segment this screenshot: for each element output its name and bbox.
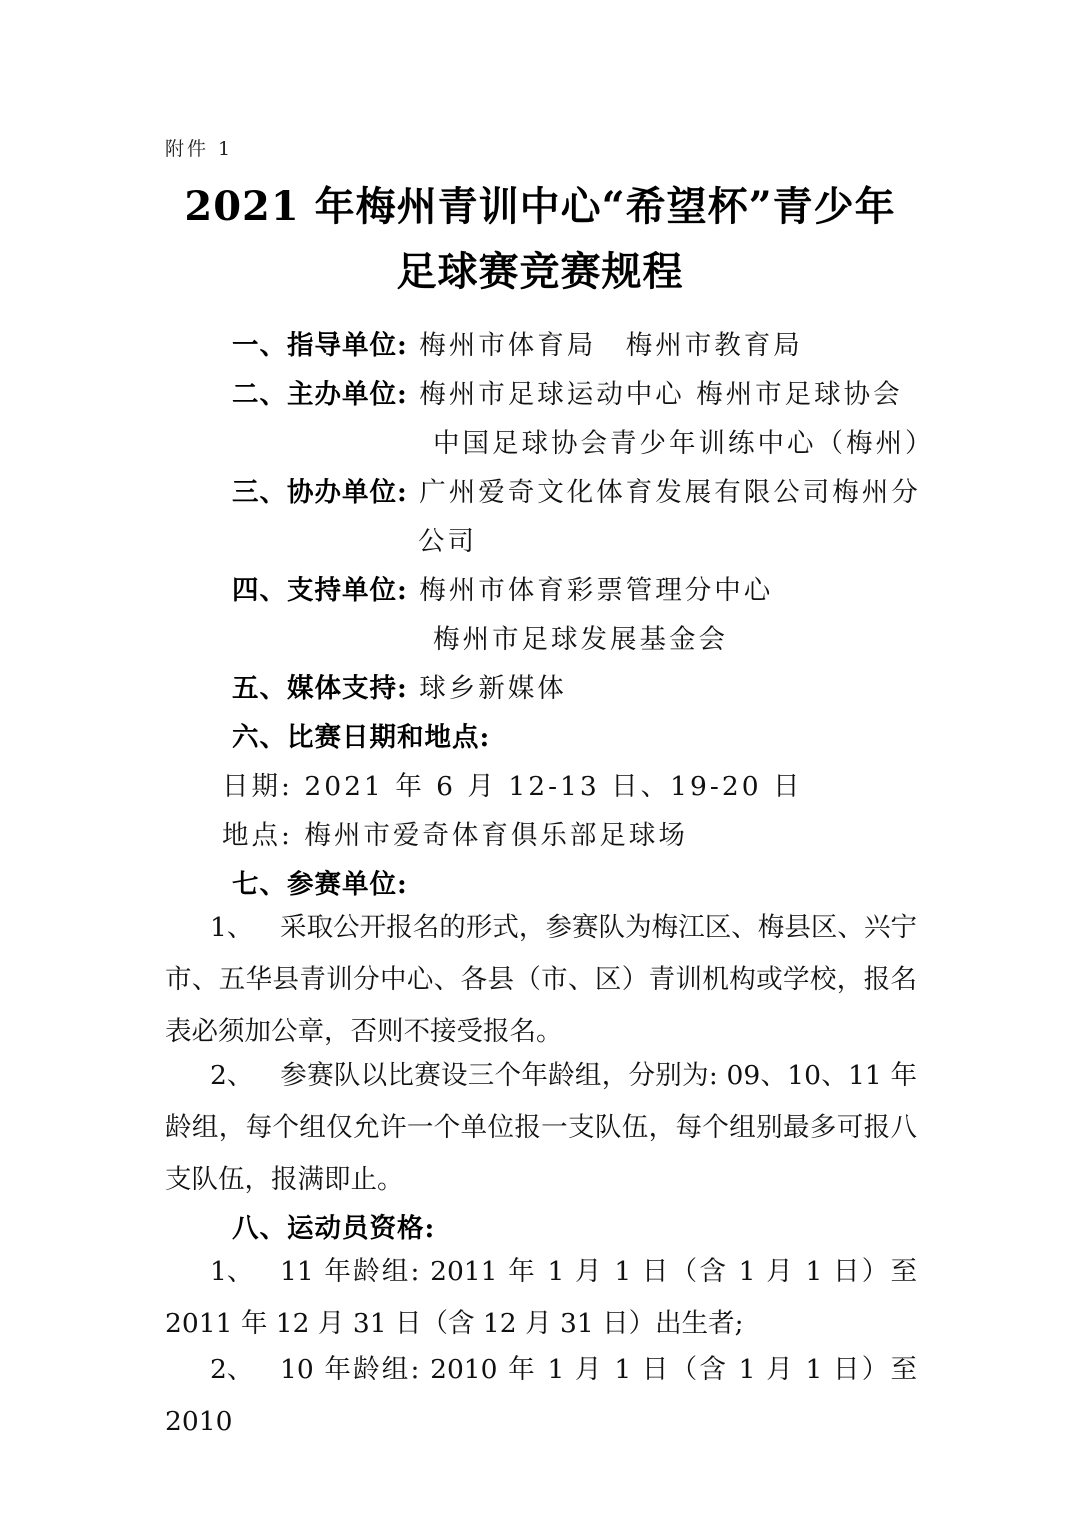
participants-item-1 — [165, 902, 917, 1058]
section-date-place-heading: 六、比赛日期和地点: — [232, 722, 491, 753]
section-text: 球乡新媒体 — [419, 673, 567, 704]
section-label: 三、协办单位: — [232, 477, 408, 508]
item-number: 2、 — [210, 1060, 254, 1091]
annex-label: 附件 1 — [165, 138, 234, 160]
section-text: 梅州市体育局 梅州市教育局 — [419, 330, 803, 361]
match-place: 地点: 梅州市爱奇体育俱乐部足球场 — [222, 820, 688, 851]
section-participants-heading: 七、参赛单位: — [232, 869, 408, 900]
section-label: 一、指导单位: — [232, 330, 408, 361]
section-guide — [232, 323, 803, 362]
document-title-line-1: 2021 年梅州青训中心“希望杯”青少年 — [184, 183, 896, 230]
item-number: 1、 — [210, 1256, 254, 1287]
section-eligibility-heading: 八、运动员资格: — [232, 1213, 436, 1244]
section-text: 梅州市体育彩票管理分中心 — [419, 575, 774, 606]
eligibility-item-2 — [165, 1344, 917, 1448]
match-date: 日期: 2021 年 6 月 12-13 日、19-20 日 — [222, 771, 803, 802]
document-title-line-2: 足球赛竞赛规程 — [396, 248, 684, 295]
section-co-organizer-continuation: 公司 — [418, 526, 477, 557]
section-media — [232, 666, 567, 705]
section-text: 梅州市足球运动中心 梅州市足球协会 — [419, 379, 903, 410]
item-text: 11 年龄组: 2011 年 1 月 1 日（含 1 月 1 日）至 2011 年 12 月 31 日（含 12 月 31 日）出生者; — [165, 1256, 917, 1339]
item-text: 参赛队以比赛设三个年龄组，分别为: 09、10、11 年龄组，每个组仅允许一个单位报一支队伍，每个组别最多可报八支队伍，报满即止。 — [165, 1060, 917, 1195]
section-label: 五、媒体支持: — [232, 673, 408, 704]
item-text: 采取公开报名的形式，参赛队为梅江区、梅县区、兴宁市、五华县青训分中心、各县（市、区）青训机构或学校，报名表必须加公章，否则不接受报名。 — [165, 912, 917, 1047]
section-support — [232, 568, 773, 607]
section-text: 广州爱奇文化体育发展有限公司梅州分 — [419, 477, 921, 508]
item-text: 10 年龄组: 2010 年 1 月 1 日（含 1 月 1 日）至 2010 — [165, 1354, 917, 1437]
item-number: 2、 — [210, 1354, 254, 1385]
section-label: 四、支持单位: — [232, 575, 408, 606]
section-support-continuation: 梅州市足球发展基金会 — [433, 624, 728, 655]
section-co-organizer — [232, 470, 921, 509]
section-host-continuation: 中国足球协会青少年训练中心（梅州） — [433, 428, 935, 459]
eligibility-item-1 — [165, 1246, 917, 1350]
section-host — [232, 372, 903, 411]
item-number: 1、 — [210, 912, 254, 943]
section-label: 二、主办单位: — [232, 379, 408, 410]
participants-item-2 — [165, 1050, 917, 1206]
